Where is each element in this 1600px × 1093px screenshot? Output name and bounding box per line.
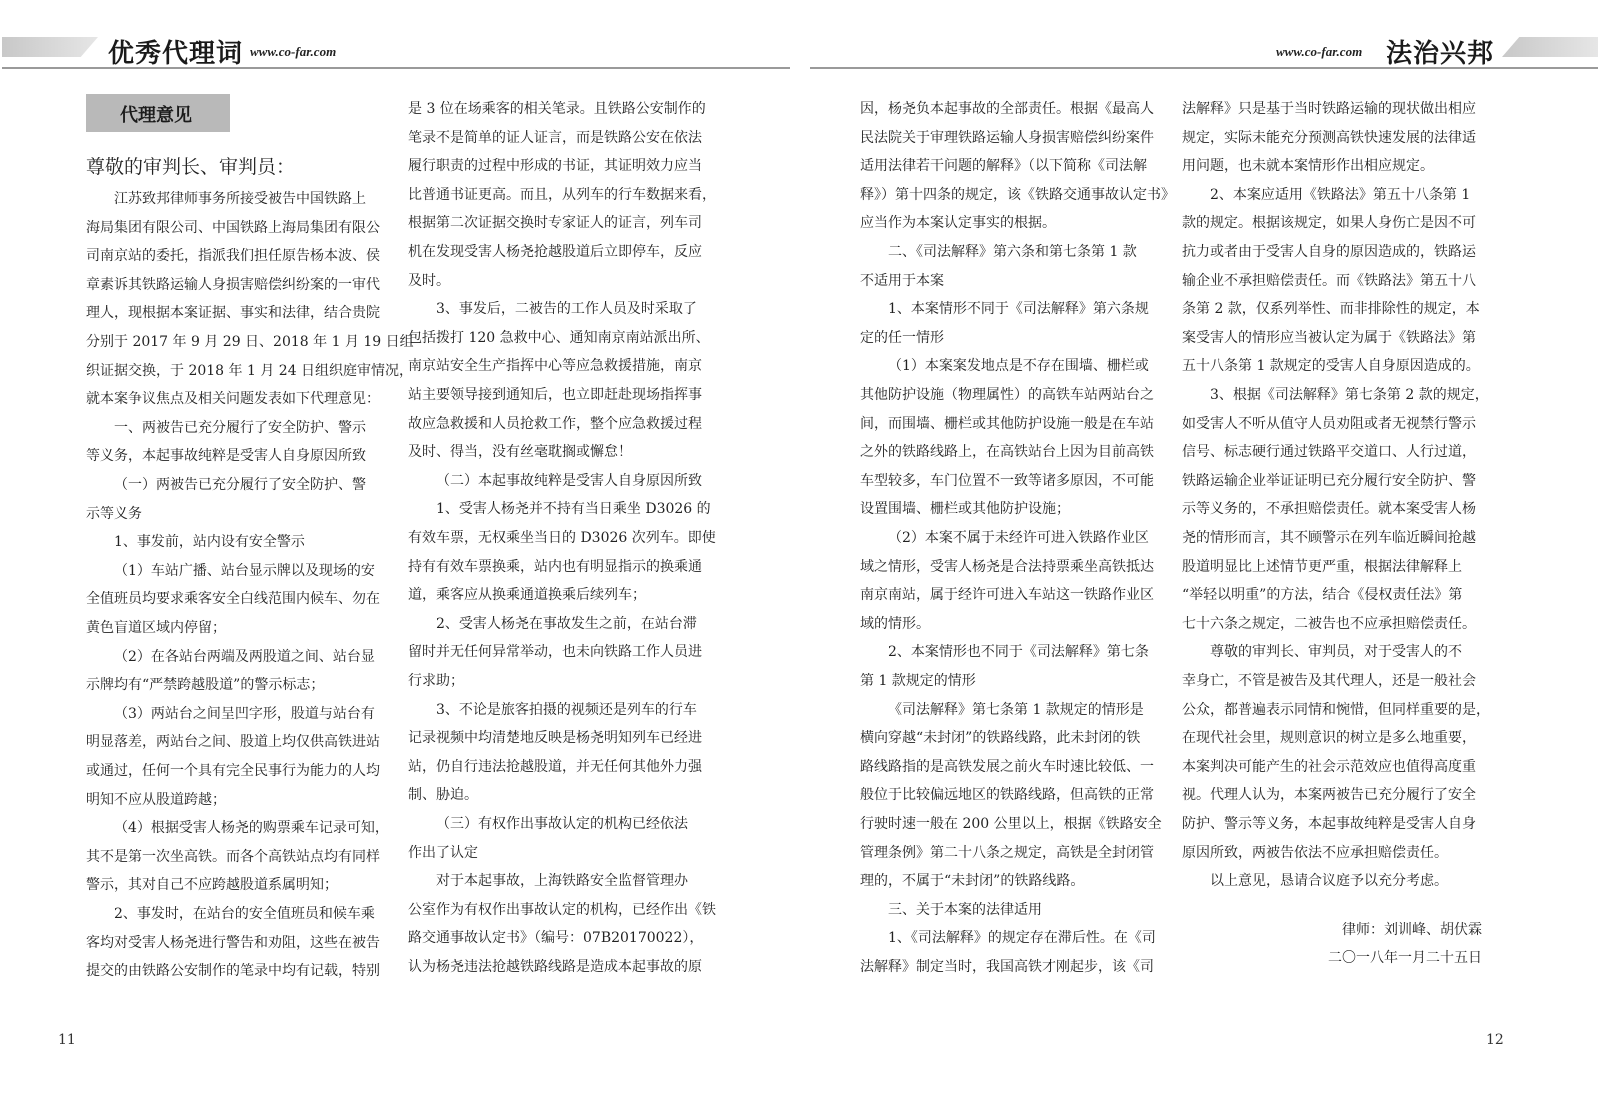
text-line: 横向穿越“未封闭”的铁路线路，此未封闭的铁 [860, 730, 1141, 747]
text-line: 故应急救援和人员抢救工作，整个应急救援过程 [408, 415, 702, 432]
text-line: （1）本案案发地点是不存在围墙、栅栏或 [888, 358, 1149, 375]
text-line: 明显落差，两站台之间、股道上均仅供高铁进站 [86, 734, 380, 751]
header-right [810, 0, 1600, 70]
text-line: 域的情形。 [860, 615, 930, 632]
text-line: 道，乘客应从换乘通道换乘后续列车； [408, 587, 646, 604]
text-line: 机在发现受害人杨尧抢越股道后立即停车，反应 [408, 244, 702, 260]
text-line: 2、受害人杨尧在事故发生之前，在站台滞 [436, 615, 697, 632]
greeting: 尊敬的审判长、审判员： [86, 156, 296, 178]
text-line: 案受害人的情形应当被认定为属于《铁路法》第 [1182, 329, 1476, 346]
text-line: 理的，不属于“未封闭”的铁路线路。 [860, 873, 1085, 890]
text-line: 三、关于本案的法律适用 [888, 901, 1042, 918]
text-line: （一）两被告已充分履行了安全防护、警 [114, 477, 366, 493]
text-line: 2、本案情形也不同于《司法解释》第七条 [888, 644, 1149, 661]
text-line: 3、事发后，二被告的工作人员及时采取了 [436, 301, 697, 318]
text-line: 抗力或者由于受害人自身的原因造成的，铁路运 [1182, 244, 1476, 260]
text-line: （二）本起事故纯粹是受害人自身原因所致 [436, 472, 702, 489]
text-line: 明知不应从股道跨越； [86, 791, 226, 808]
text-line: 南京南站，属于经许可进入车站这一铁路作业区 [860, 587, 1154, 604]
text-line: 车型较多，车门位置不一致等诸多原因，不可能 [860, 472, 1154, 489]
section-label-box [86, 94, 230, 132]
text-line: 尧的情形而言，其不顾警示在列车临近瞬间抢越 [1182, 530, 1476, 546]
text-line: 3、不论是旅客拍摄的视频还是列车的行车 [436, 701, 697, 718]
header-url-left: www.co-far.com [250, 44, 337, 59]
text-line: 原因所致，两被告依法不应承担赔偿责任。 [1182, 844, 1448, 861]
text-line: 定的任一情形 [860, 329, 944, 346]
text-line: 织证据交换，于 2018 年 1 月 24 日组织庭审情况， [86, 362, 414, 379]
text-line: 对于本起事故，上海铁路安全监督管理办 [436, 873, 688, 890]
text-line: 七十六条之规定，二被告也不应承担赔偿责任。 [1182, 615, 1476, 632]
page-number-left: 11 [58, 1032, 76, 1048]
text-line: （4）根据受害人杨尧的购票乘车记录可知， [114, 820, 389, 837]
text-line: 2、事发时，在站台的安全值班员和候车乘 [114, 906, 375, 922]
text-line: 站，仍自行违法抢越股道，并无任何其他外力强 [408, 758, 702, 775]
text-line: 设置围墙、栅栏或其他防护设施； [860, 501, 1070, 518]
text-line: （2）本案不属于未经许可进入铁路作业区 [888, 530, 1149, 546]
page-number-right: 12 [1486, 1032, 1504, 1048]
text-line: 认为杨尧违法抢越铁路线路是造成本起事故的原 [408, 959, 702, 975]
header-band-right [1502, 37, 1598, 57]
text-line: 尊敬的审判长、审判员，对于受害人的不 [1210, 644, 1462, 661]
text-line: 黄色盲道区域内停留； [86, 620, 226, 636]
text-line: 比普通书证更高。而且，从列车的行车数据来看， [408, 186, 716, 203]
text-line: 二〇一八年一月二十五日 [1328, 950, 1482, 967]
text-line: 警示，其对自己不应跨越股道系属明知； [86, 877, 338, 894]
text-line: 提交的由铁路公安制作的笔录中均有记载，特别 [86, 963, 380, 980]
text-line: 及时、得当，没有丝毫耽搁或懈怠！ [408, 444, 632, 461]
text-line: 防护、警示等义务，本起事故纯粹是受害人自身 [1182, 816, 1476, 832]
text-line: 间，而围墙、栅栏或其他防护设施一般是在车站 [860, 415, 1154, 432]
text-line: 南京站安全生产指挥中心等应急救援措施，南京 [408, 358, 702, 375]
text-line: 是 3 位在场乘客的相关笔录。且铁路公安制作的 [408, 101, 706, 117]
text-line: 就本案争议焦点及相关问题发表如下代理意见： [86, 391, 380, 408]
text-line: 1、本案情形不同于《司法解释》第六条规 [888, 301, 1149, 318]
text-line: （三）有权作出事故认定的机构已经依法 [436, 816, 688, 832]
text-line: （1）车站广播、站台显示牌以及现场的安 [114, 562, 375, 579]
text-line: 第 1 款规定的情形 [860, 673, 976, 689]
text-line: 适用法律若干问题的解释》（以下简称《司法解 [860, 158, 1147, 175]
text-line: 路线路指的是高铁发展之前火车时速比较低、一 [860, 758, 1154, 775]
text-line: 般位于比较偏远地区的铁路线路，但高铁的正常 [860, 787, 1154, 804]
text-line: 客均对受害人杨尧进行警告和劝阻，这些在被告 [86, 934, 380, 951]
text-line: 款的规定。根据该规定，如果人身伤亡是因不可 [1182, 215, 1476, 232]
text-line: 行驶时速一般在 200 公里以上，根据《铁路安全 [860, 816, 1162, 832]
text-line: 路交通事故认定书》（编号：07B20170022）， [408, 930, 704, 947]
text-line: 法解释》制定当时，我国高铁才刚起步，该《司 [860, 959, 1154, 975]
text-line: 在现代社会里，规则意识的树立是多么地重要， [1182, 730, 1476, 747]
text-line: 股道明显比上述情节更严重，根据法律解释上 [1182, 558, 1462, 575]
text-line: 司南京站的委托，指派我们担任原告杨本波、侯 [86, 248, 380, 265]
text-line: 有效车票，无权乘坐当日的 D3026 次列车。即使 [408, 530, 716, 546]
text-line: 根据第二次证据交换时专家证人的证言，列车司 [408, 215, 702, 232]
text-line: 应当作为本案认定事实的根据。 [860, 215, 1056, 232]
text-line: 一、两被告已充分履行了安全防护、警示 [114, 419, 366, 436]
text-line: 示等义务的，不承担赔偿责任。就本案受害人杨 [1182, 501, 1476, 518]
text-line: 海局集团有限公司、中国铁路上海局集团有限公 [86, 219, 380, 236]
text-line: 及时。 [408, 272, 450, 289]
text-line: 示等义务 [86, 505, 142, 522]
text-line: 释》）第十四条的规定，该《铁路交通事故认定书》 [860, 186, 1175, 203]
text-line: 以上意见，恳请合议庭予以充分考虑。 [1210, 873, 1448, 890]
text-line: 律师：刘训峰、胡伏霖 [1342, 921, 1482, 938]
text-line: 域之情形，受害人杨尧是合法持票乘坐高铁抵达 [860, 558, 1154, 575]
text-line: 笔录不是简单的证人证言，而是铁路公安在依法 [408, 129, 702, 146]
text-line: 等义务，本起事故纯粹是受害人自身原因所致 [86, 448, 366, 465]
text-line: 示牌均有“严禁跨越股道”的警示标志； [86, 677, 325, 694]
text-line: 法解释》只是基于当时铁路运输的现状做出相应 [1182, 101, 1476, 117]
text-line: 站主要领导接到通知后，也立即赶赴现场指挥事 [408, 387, 702, 403]
text-line: 留时并无任何异常举动，也未向铁路工作人员进 [408, 644, 702, 661]
text-line: 江苏致邦律师事务所接受被告中国铁路上 [114, 191, 366, 207]
text-line: 信号、标志硬行通过铁路平交道口、人行过道， [1182, 444, 1476, 461]
text-line: 1、事发前，站内设有安全警示 [114, 534, 305, 551]
text-line: 不适用于本案 [860, 272, 944, 289]
text-line: 视。代理人认为，本案两被告已充分履行了安全 [1182, 787, 1476, 804]
header-title-left: 优秀代理词 [108, 39, 244, 69]
text-line: 条第 2 款，仅系列举性、而非排除性的规定，本 [1182, 301, 1480, 318]
text-line: 二、《司法解释》第六条和第七条第 1 款 [888, 244, 1137, 260]
header-title-right: 法治兴邦 [1386, 39, 1495, 69]
text-line: 民法院关于审理铁路运输人身损害赔偿纠纷案件 [860, 129, 1154, 146]
text-line: 记录视频中均清楚地反映是杨尧明知列车已经进 [408, 730, 702, 747]
text-line: 规定，实际未能充分预测高铁快速发展的法律适 [1182, 129, 1476, 146]
text-line: 之外的铁路线路上，在高铁站台上因为目前高铁 [860, 444, 1154, 461]
text-line: 幸身亡，不管是被告及其代理人，还是一般社会 [1182, 673, 1476, 689]
text-line: 章素诉其铁路运输人身损害赔偿纠纷案的一审代 [86, 276, 380, 293]
text-line: 1、受害人杨尧并不持有当日乘坐 D3026 的 [436, 501, 711, 518]
text-line: 作出了认定 [408, 844, 478, 861]
text-line: 3、根据《司法解释》第七条第 2 款的规定， [1210, 387, 1489, 403]
text-line: 五十八条第 1 款规定的受害人自身原因造成的。 [1182, 358, 1480, 375]
text-line: 《司法解释》第七条第 1 款规定的情形是 [888, 701, 1144, 718]
text-line: 铁路运输企业举证证明已充分履行安全防护、警 [1182, 472, 1476, 489]
header-left [0, 0, 790, 70]
text-line: 如受害人不听从值守人员劝阻或者无视禁行警示 [1182, 415, 1476, 432]
text-line: 2、本案应适用《铁路法》第五十八条第 1 [1210, 186, 1471, 203]
header-url-right: www.co-far.com [1276, 44, 1363, 59]
text-line: 本案判决可能产生的社会示范效应也值得高度重 [1182, 758, 1476, 775]
text-line: （2）在各站台两端及两股道之间、站台显 [114, 648, 375, 665]
text-line: 公室作为有权作出事故认定的机构，已经作出《铁 [408, 901, 716, 918]
text-line: “举轻以明重”的方法，结合《侵权责任法》第 [1182, 587, 1463, 604]
text-line: 其他防护设施（物理属性）的高铁车站两站台之 [860, 387, 1154, 403]
header-band-left [2, 37, 98, 57]
section-title: 代理意见 [120, 105, 192, 126]
text-line: 全值班员均要求乘客安全白线范围内候车、勿在 [86, 591, 380, 608]
text-line: 用问题，也未就本案情形作出相应规定。 [1182, 158, 1434, 175]
text-line: 履行职责的过程中形成的书证，其证明效力应当 [408, 158, 702, 175]
text-line: 公众，都普遍表示同情和惋惜，但同样重要的是， [1182, 701, 1490, 718]
text-line: 管理条例》第二十八条之规定，高铁是全封闭管 [860, 844, 1154, 861]
text-line: 理人，现根据本案证据、事实和法律，结合贵院 [86, 305, 380, 322]
text-line: 制、胁迫。 [408, 787, 478, 804]
text-line: 因，杨尧负本起事故的全部责任。根据《最高人 [860, 101, 1154, 117]
text-line: 行求助； [408, 673, 464, 689]
text-line: 包括拨打 120 急救中心、通知南京南站派出所、 [408, 329, 710, 346]
text-line: 1、《司法解释》的规定存在滞后性。在《司 [888, 930, 1156, 947]
text-line: 分别于 2017 年 9 月 29 日、2018 年 1 月 19 日组 [86, 334, 414, 350]
text-line: 其不是第一次坐高铁。而各个高铁站点均有同样 [86, 848, 380, 865]
text-line: 持有有效车票换乘，站内也有明显指示的换乘通 [408, 558, 702, 575]
text-line: 输企业不承担赔偿责任。而《铁路法》第五十八 [1182, 272, 1476, 289]
text-line: （3）两站台之间呈凹字形，股道与站台有 [114, 705, 375, 722]
text-line: 或通过，任何一个具有完全民事行为能力的人均 [86, 763, 380, 779]
